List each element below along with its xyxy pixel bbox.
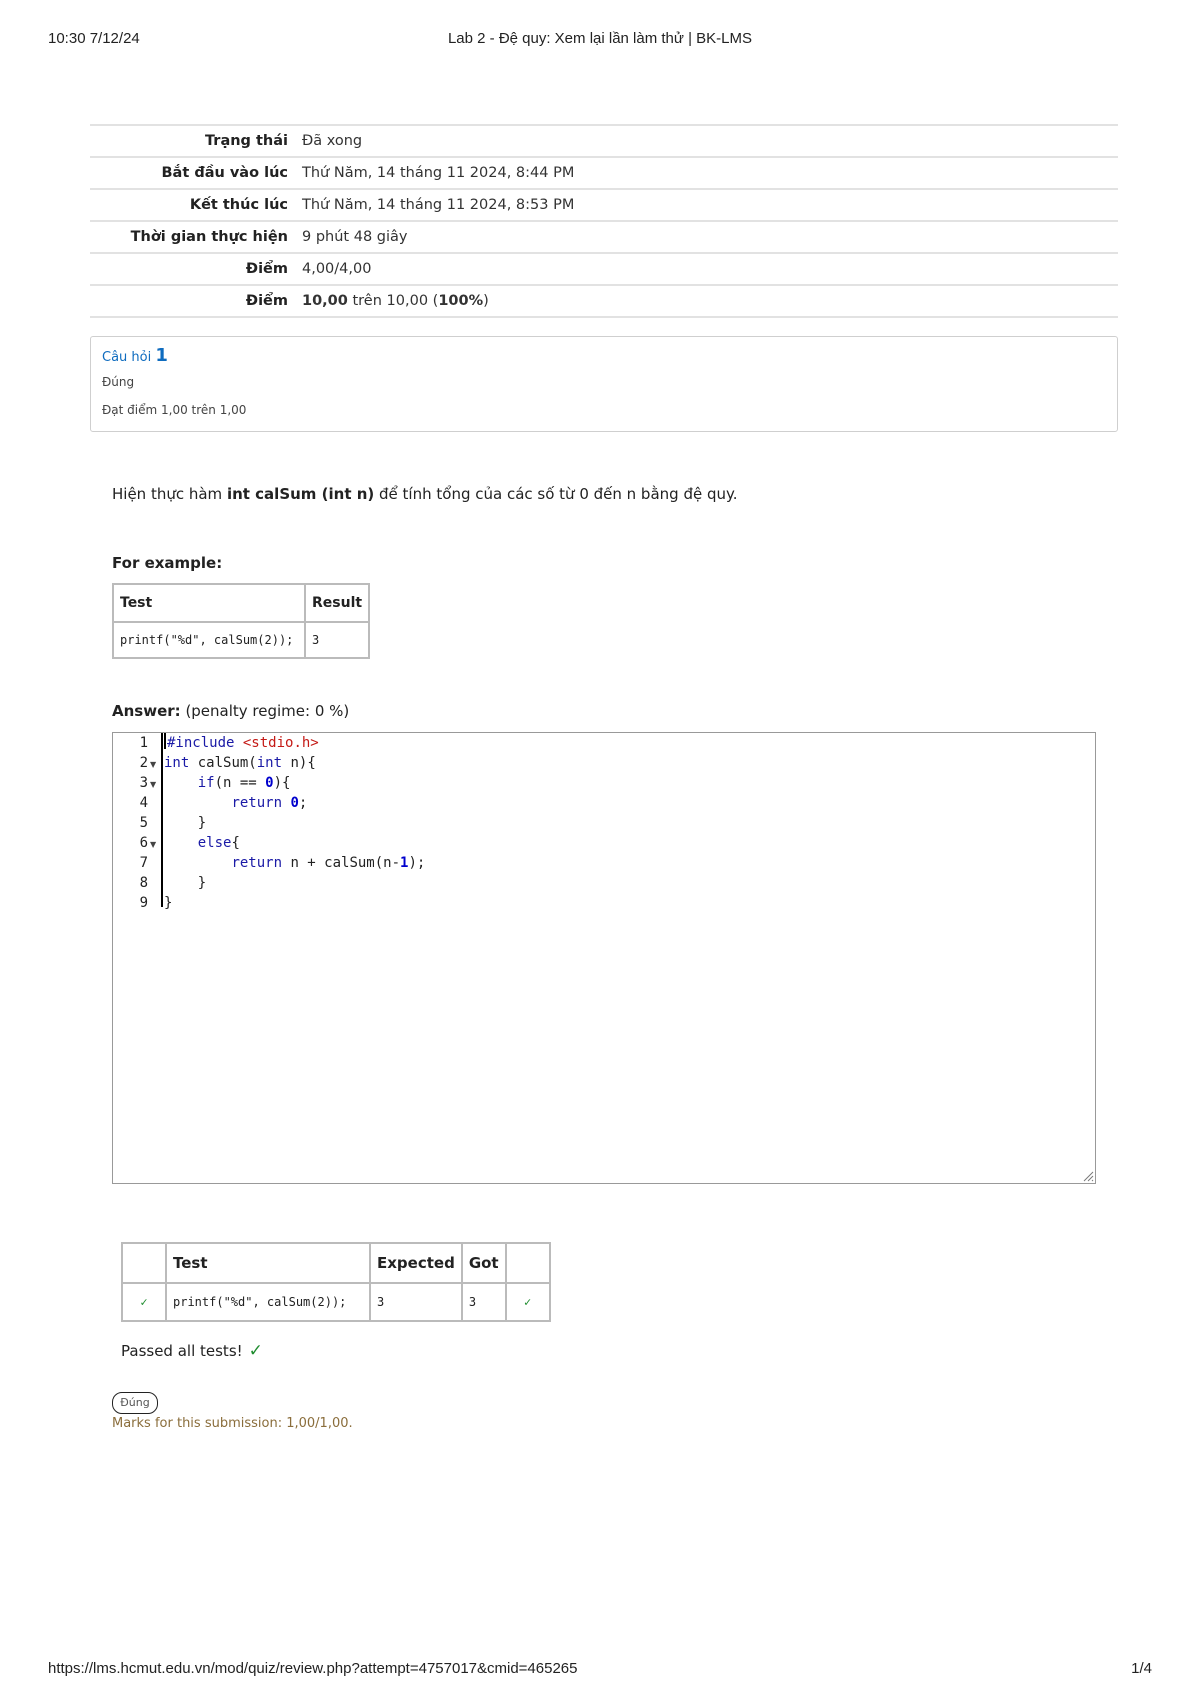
function-signature: int calSum (int n) [226,485,375,503]
code-token: ){ [273,775,291,791]
table-cell: 3 [305,622,369,658]
summary-label: Bắt đầu vào lúc [161,165,288,181]
line-gutter [113,733,163,911]
summary-value: Thứ Năm, 14 tháng 11 2024, 8:44 PM [302,165,575,181]
question-text [112,485,738,503]
passed-all-tests [121,1341,263,1361]
code-token: <stdio.h> [242,735,319,751]
line-number: 6 [139,835,148,851]
line-number: 7 [139,855,148,871]
code-token: if [197,775,215,791]
table-header-row [113,584,369,622]
code-line [164,833,240,853]
code-token: 0 [290,795,299,811]
example-table [112,583,370,659]
code-token: ; [298,795,308,811]
check-icon: ✓ [122,1283,166,1321]
code-token: } [197,875,207,891]
summary-row [90,125,1118,157]
code-token: (n == [214,775,266,791]
expected-cell: 3 [370,1283,462,1321]
column-header: Test [166,1243,370,1283]
got-cell: 3 [462,1283,506,1321]
fold-arrow-icon[interactable]: ▼ [150,780,157,789]
print-title: Lab 2 - Đệ quy: Xem lại lần làm thử | BK-LMS [447,30,753,47]
code-editor[interactable] [112,732,1096,1184]
table-header-row [122,1243,550,1283]
code-line [164,813,206,833]
code-line [164,773,290,793]
question-text-suffix: để tính tổng của các số từ 0 đến n bằng đệ quy. [374,485,738,503]
line-number: 1 [139,735,148,751]
table-cell: printf("%d", calSum(2)); [113,622,305,658]
code-line [164,733,319,753]
column-header [506,1243,550,1283]
line-number: 9 [139,895,148,911]
summary-value [296,285,1118,317]
test-results-table [121,1242,551,1322]
summary-value: Thứ Năm, 14 tháng 11 2024, 8:53 PM [302,197,575,213]
code-token: n){ [282,755,316,771]
summary-label: Điểm [245,293,288,309]
code-token: 0 [265,775,274,791]
line-number: 4 [139,795,148,811]
check-icon: ✓ [506,1283,550,1321]
resize-handle-icon[interactable] [1082,1170,1094,1182]
column-header: Test [113,584,305,622]
check-icon: ✓ [248,1341,263,1361]
summary-label: Trạng thái [205,133,288,149]
column-header [122,1243,166,1283]
question-text-prefix: Hiện thực hàm [112,485,227,503]
code-line [164,893,172,913]
column-header: Expected [370,1243,462,1283]
summary-row [90,189,1118,221]
print-page-number: 1/4 [1131,1660,1152,1677]
summary-label: Kết thúc lúc [189,197,288,213]
for-example-label: For example: [112,554,223,572]
line-number: 8 [139,875,148,891]
summary-row [90,221,1118,253]
question-info-box [90,336,1118,432]
code-token: n + calSum(n- [282,855,401,871]
score-value: 10,00 [302,293,348,309]
penalty-regime: (penalty regime: 0 %) [185,702,350,720]
attempt-summary-table [90,124,1118,318]
text-cursor [164,733,166,749]
code-token: calSum( [189,755,257,771]
code-token: int [256,755,283,771]
code-line [164,873,206,893]
question-label: Câu hỏi [102,350,152,365]
code-token: return [231,795,283,811]
marks-text: Marks for this submission: 1,00/1,00. [112,1416,353,1431]
print-header [48,30,1152,50]
code-token: else [197,835,232,851]
code-line [164,793,307,813]
answer-label [112,702,349,720]
print-footer [48,1660,1152,1680]
line-number: 2 [139,755,148,771]
fold-arrow-icon[interactable]: ▼ [150,840,157,849]
code-token: } [197,815,207,831]
correct-badge: Đúng [112,1392,158,1414]
code-token: ); [408,855,426,871]
code-token: } [164,895,173,911]
table-row [122,1283,550,1321]
question-number-value: 1 [155,345,168,366]
summary-value: 4,00/4,00 [302,261,372,277]
column-header: Result [305,584,369,622]
code-token: return [231,855,283,871]
code-line [164,853,425,873]
question-number [102,345,168,366]
summary-row [90,253,1118,285]
score-percent: 100% [438,293,484,309]
summary-row [90,285,1118,317]
code-line [164,753,316,773]
test-cell: printf("%d", calSum(2)); [166,1283,370,1321]
summary-label: Thời gian thực hiện [130,229,288,245]
code-token: 1 [400,855,409,871]
code-token: { [231,835,240,851]
score-end: ) [483,293,489,309]
column-header: Got [462,1243,506,1283]
print-url: https://lms.hcmut.edu.vn/mod/quiz/review.php?attempt=4757017&cmid=465265 [48,1660,578,1677]
summary-row [90,157,1118,189]
summary-label: Điểm [245,261,288,277]
code-token: #include [167,735,235,751]
summary-value: Đã xong [302,133,363,149]
question-grade: Đạt điểm 1,00 trên 1,00 [102,403,247,417]
passed-text: Passed all tests! [121,1342,243,1360]
question-state: Đúng [102,375,135,389]
print-datetime: 10:30 7/12/24 [48,30,140,47]
table-row [113,622,369,658]
answer-title: Answer: [112,702,181,720]
line-number: 3 [139,775,148,791]
score-text: trên 10,00 ( [347,293,439,309]
fold-arrow-icon[interactable]: ▼ [150,760,157,769]
summary-value: 9 phút 48 giây [302,229,408,245]
code-token: int [164,755,190,771]
line-number: 5 [139,815,148,831]
